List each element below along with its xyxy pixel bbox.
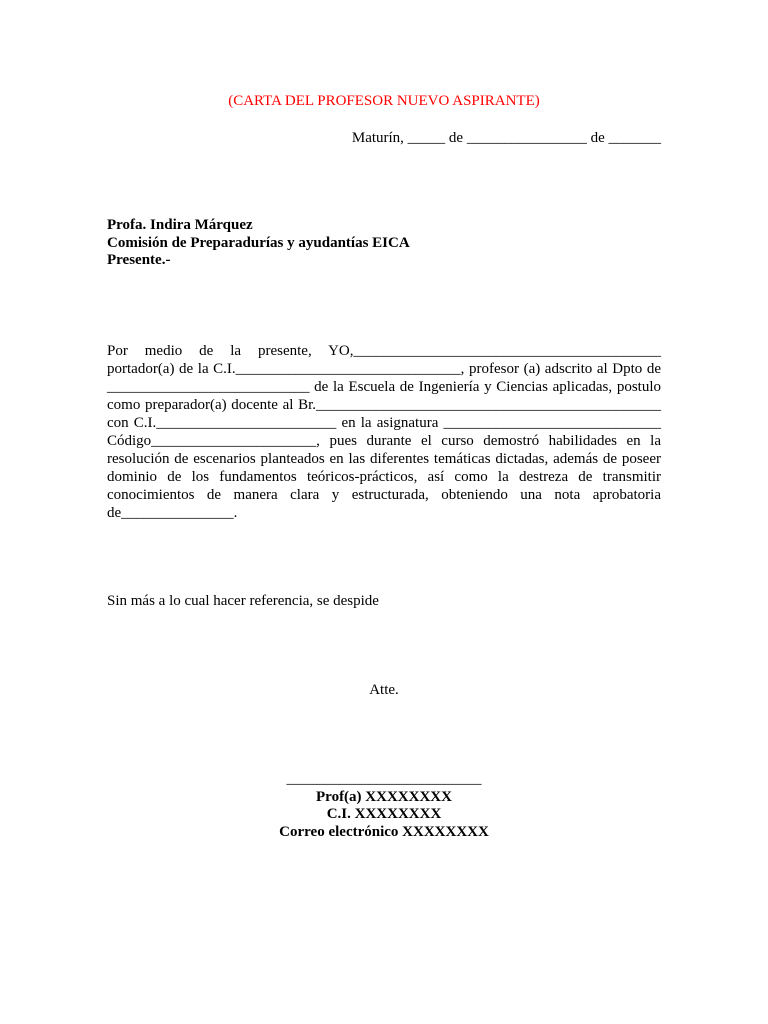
addressee-name: Profa. Indira Márquez — [107, 217, 253, 233]
closing-line: Sin más a lo cual hacer referencia, se despide — [107, 593, 379, 609]
signature-name: Prof(a) XXXXXXXX — [316, 788, 452, 805]
date-line: Maturín, _____ de ________________ de _______ — [351, 130, 661, 146]
atte-line: Atte. — [369, 682, 399, 698]
signature-email: Correo electrónico XXXXXXXX — [279, 823, 489, 840]
signature-block — [0, 771, 768, 841]
letter-title: (CARTA DEL PROFESOR NUEVO ASPIRANTE) — [228, 93, 540, 109]
letter-body: Por medio de la presente, YO,_________________________________________ portador(a) de la C.I.______________________________, profesor (a) adscrito al Dpto de ___________________________ de la Escuela de Ingeniería y Ciencias aplicadas, postulo como preparador(a) docente al Br.______________________________________________ con C.I.________________________ en la asignatura _____________________________ Código______________________, pues durante el curso demostró habilidades en la resolución de escenarios planteados en las diferentes temáticas dictadas, además de poseer dominio de los fundamentos teóricos-prácticos, así como la destreza de transmitir conocimientos de manera clara y estructurada, obteniendo una nota aprobatoria de_______________. — [107, 343, 661, 521]
addressee-commission: Comisión de Preparadurías y ayudantías EICA — [107, 234, 410, 251]
signature-line: __________________________ — [286, 771, 482, 787]
addressee-block — [107, 217, 661, 270]
signature-ci: C.I. XXXXXXXX — [326, 806, 442, 822]
addressee-presente: Presente.- — [107, 252, 171, 268]
